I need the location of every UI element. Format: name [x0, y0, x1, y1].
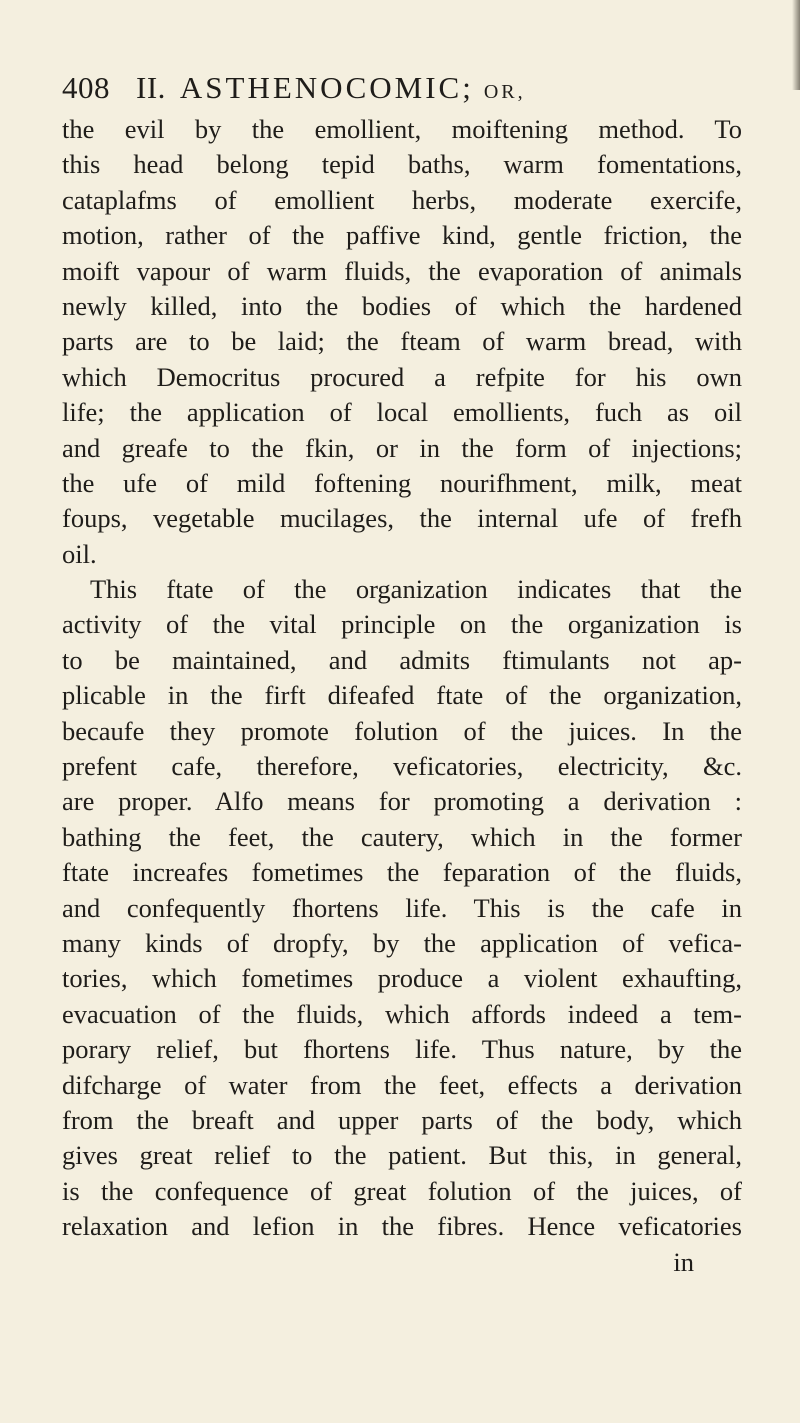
text-line: prefent cafe, therefore, veficatories, electricity, &c.: [62, 751, 742, 782]
text-line: motion, rather of the paffive kind, gentle friction, the: [62, 220, 742, 251]
text-line: the ufe of mild foftening nourifhment, milk, meat: [62, 467, 742, 498]
text-line: oil.: [62, 538, 97, 569]
book-page: [62, 68, 742, 1280]
running-header: [62, 68, 742, 112]
text-line: from the breaft and upper parts of the body, which: [62, 1104, 742, 1135]
text-line: is the confequence of great folution of the juices, of: [62, 1175, 742, 1206]
catchword: in: [673, 1246, 694, 1277]
text-line: parts are to be laid; the fteam of warm bread, with: [62, 326, 742, 357]
text-line: the evil by the emollient, moiftening method. To: [62, 114, 742, 144]
text-line: this head belong tepid baths, warm fomentations,: [62, 149, 742, 180]
running-title: ASTHENOCOMIC;: [179, 70, 474, 105]
text-line: moift vapour of warm fluids, the evaporation of animals: [62, 255, 742, 286]
text-line: relaxation and lefion in the fibres. Hence veficatories: [62, 1211, 742, 1242]
text-line: bathing the feet, the cautery, which in the former: [62, 821, 742, 852]
page-number: 408: [62, 70, 110, 105]
text-line: life; the application of local emollients, fuch as oil: [62, 397, 742, 428]
running-subtitle: OR,: [483, 81, 526, 103]
text-line: many kinds of dropfy, by the application of vefica-: [62, 927, 742, 958]
text-line: to be maintained, and admits ftimulants not ap-: [62, 644, 742, 675]
text-line: newly killed, into the bodies of which the hardened: [62, 290, 742, 321]
text-line: activity of the vital principle on the organization is: [62, 609, 742, 640]
text-line: and confequently fhortens life. This is the cafe in: [62, 892, 742, 923]
text-line: cataplafms of emollient herbs, moderate exercife,: [62, 184, 742, 215]
text-line: tories, which fometimes produce a violent exhaufting,: [62, 963, 742, 994]
page-edge-shadow: [792, 0, 800, 90]
text-line: gives great relief to the patient. But this, in general,: [62, 1140, 742, 1171]
section-number: II.: [136, 70, 166, 105]
text-line: ftate increafes fometimes the feparation of the fluids,: [62, 857, 742, 888]
text-line: foups, vegetable mucilages, the internal ufe of frefh: [62, 503, 742, 534]
text-line: are proper. Alfo means for promoting a derivation :: [62, 786, 742, 817]
text-line: which Democritus procured a refpite for his own: [62, 361, 742, 392]
text-line: This ftate of the organization indicates that the: [90, 574, 742, 605]
text-line: and greafe to the fkin, or in the form of injections;: [62, 432, 742, 463]
text-line: becaufe they promote folution of the juices. In the: [62, 715, 742, 746]
text-line: evacuation of the fluids, which affords indeed a tem-: [62, 998, 742, 1029]
text-line: difcharge of water from the feet, effects a derivation: [62, 1069, 742, 1100]
text-line: plicable in the firft difeafed ftate of the organization,: [62, 680, 742, 711]
text-line: porary relief, but fhortens life. Thus nature, by the: [62, 1034, 742, 1065]
body-text: [62, 112, 742, 1245]
